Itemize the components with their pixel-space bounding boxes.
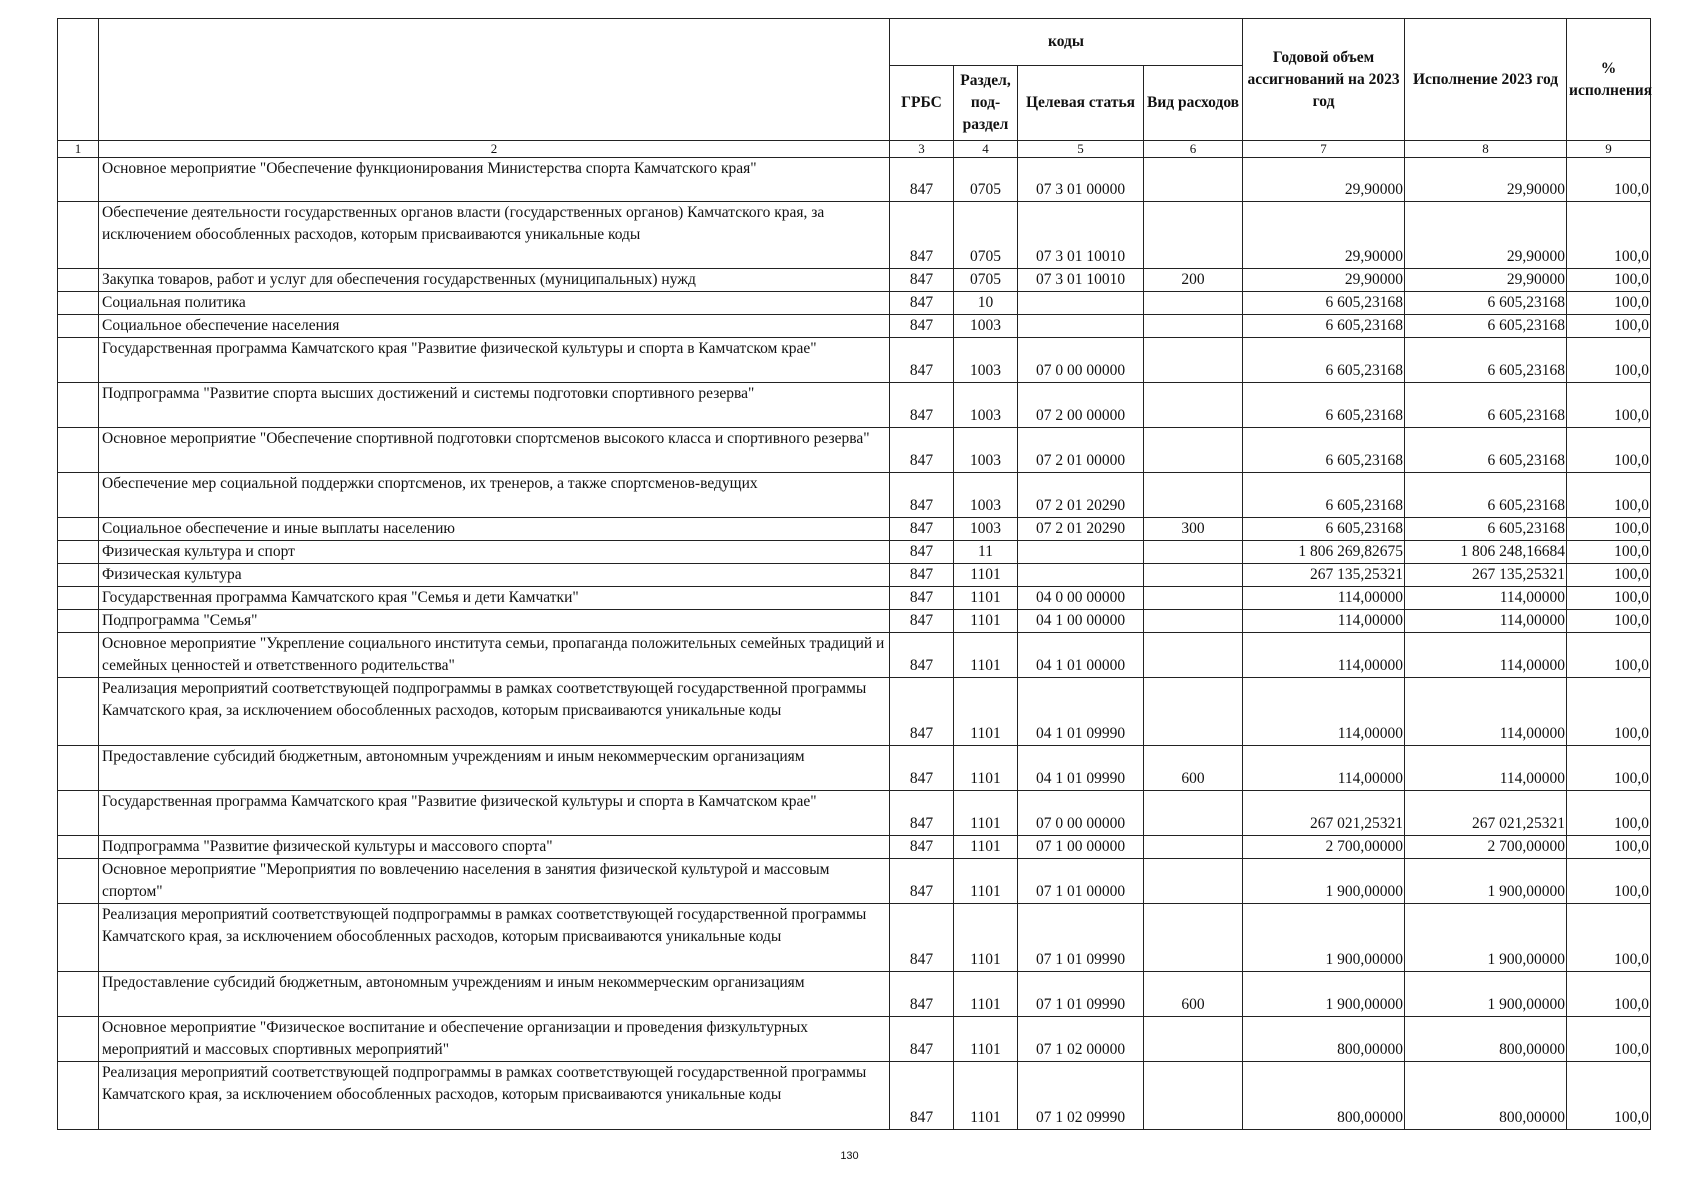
table-row (58, 518, 1651, 541)
row-section: 0705 (954, 202, 1018, 269)
row-percent: 100,0 (1567, 428, 1651, 473)
row-index-cell (58, 315, 99, 338)
row-percent: 100,0 (1567, 610, 1651, 633)
row-annual: 800,00000 (1243, 1062, 1405, 1130)
row-index-cell (58, 587, 99, 610)
row-target (1018, 564, 1144, 587)
row-annual: 6 605,23168 (1243, 473, 1405, 518)
table-row (58, 315, 1651, 338)
table-row (58, 158, 1651, 202)
row-target: 07 1 02 00000 (1018, 1017, 1144, 1062)
row-index-cell (58, 383, 99, 428)
row-kind (1144, 610, 1243, 633)
row-target: 07 2 00 00000 (1018, 383, 1144, 428)
row-name: Социальная политика (99, 292, 890, 315)
row-name: Физическая культура и спорт (99, 541, 890, 564)
row-name: Социальное обеспечение и иные выплаты населению (99, 518, 890, 541)
row-index-cell (58, 564, 99, 587)
row-name: Основное мероприятие "Физическое воспитание и обеспечение организации и проведения физкультурных мероприятий и массовых спортивных мероприятий" (99, 1017, 890, 1062)
row-execution: 29,90000 (1405, 202, 1567, 269)
row-grbs: 847 (890, 383, 954, 428)
table-row (58, 859, 1651, 904)
row-section: 0705 (954, 158, 1018, 202)
row-annual: 267 135,25321 (1243, 564, 1405, 587)
row-index-cell (58, 269, 99, 292)
row-target: 07 1 01 09990 (1018, 972, 1144, 1017)
row-section: 1003 (954, 338, 1018, 383)
row-percent: 100,0 (1567, 791, 1651, 836)
row-execution: 6 605,23168 (1405, 315, 1567, 338)
row-grbs: 847 (890, 564, 954, 587)
row-grbs: 847 (890, 972, 954, 1017)
header-execution: Исполнение 2023 год (1405, 19, 1567, 141)
row-index-cell (58, 746, 99, 791)
row-percent: 100,0 (1567, 202, 1651, 269)
col-num-7: 7 (1243, 141, 1405, 158)
budget-table (57, 18, 1651, 1130)
row-annual: 1 900,00000 (1243, 904, 1405, 972)
row-annual: 6 605,23168 (1243, 383, 1405, 428)
row-annual: 800,00000 (1243, 1017, 1405, 1062)
row-percent: 100,0 (1567, 158, 1651, 202)
row-kind (1144, 587, 1243, 610)
row-index-cell (58, 836, 99, 859)
row-name: Социальное обеспечение населения (99, 315, 890, 338)
header-blank-1 (58, 19, 99, 141)
row-index-cell (58, 633, 99, 678)
row-section: 0705 (954, 269, 1018, 292)
row-section: 1101 (954, 587, 1018, 610)
row-kind (1144, 836, 1243, 859)
row-annual: 6 605,23168 (1243, 338, 1405, 383)
row-target: 07 2 01 20290 (1018, 518, 1144, 541)
row-annual: 267 021,25321 (1243, 791, 1405, 836)
row-grbs: 847 (890, 633, 954, 678)
row-grbs: 847 (890, 158, 954, 202)
row-kind (1144, 292, 1243, 315)
row-annual: 1 900,00000 (1243, 972, 1405, 1017)
row-execution: 1 900,00000 (1405, 859, 1567, 904)
row-annual: 114,00000 (1243, 678, 1405, 746)
row-execution: 6 605,23168 (1405, 338, 1567, 383)
row-percent: 100,0 (1567, 269, 1651, 292)
row-kind (1144, 338, 1243, 383)
row-percent: 100,0 (1567, 836, 1651, 859)
row-section: 1101 (954, 904, 1018, 972)
col-num-2: 2 (99, 141, 890, 158)
row-execution: 6 605,23168 (1405, 473, 1567, 518)
row-target: 07 3 01 10010 (1018, 202, 1144, 269)
row-index-cell (58, 158, 99, 202)
table-row (58, 202, 1651, 269)
header-annual: Годовой объем ассигнований на 2023 год (1243, 19, 1405, 141)
row-execution: 114,00000 (1405, 633, 1567, 678)
row-kind (1144, 678, 1243, 746)
header-section: Раздел, под-раздел (954, 66, 1018, 141)
row-section: 10 (954, 292, 1018, 315)
row-target: 04 1 01 09990 (1018, 746, 1144, 791)
col-num-4: 4 (954, 141, 1018, 158)
row-index-cell (58, 428, 99, 473)
row-target: 07 3 01 10010 (1018, 269, 1144, 292)
row-percent: 100,0 (1567, 972, 1651, 1017)
row-percent: 100,0 (1567, 564, 1651, 587)
row-name: Физическая культура (99, 564, 890, 587)
row-kind (1144, 633, 1243, 678)
row-percent: 100,0 (1567, 633, 1651, 678)
row-section: 1101 (954, 746, 1018, 791)
row-execution: 1 900,00000 (1405, 972, 1567, 1017)
row-name: Государственная программа Камчатского края "Семья и дети Камчатки" (99, 587, 890, 610)
table-row (58, 269, 1651, 292)
row-kind: 600 (1144, 746, 1243, 791)
row-execution: 29,90000 (1405, 269, 1567, 292)
table-row (58, 904, 1651, 972)
row-grbs: 847 (890, 1017, 954, 1062)
table-row (58, 1062, 1651, 1130)
row-kind (1144, 859, 1243, 904)
row-execution: 6 605,23168 (1405, 383, 1567, 428)
row-target: 07 1 01 09990 (1018, 904, 1144, 972)
table-row (58, 383, 1651, 428)
row-kind (1144, 904, 1243, 972)
row-percent: 100,0 (1567, 518, 1651, 541)
row-section: 1101 (954, 1017, 1018, 1062)
table-row (58, 678, 1651, 746)
table-body (58, 158, 1651, 1130)
row-section: 1101 (954, 564, 1018, 587)
row-grbs: 847 (890, 587, 954, 610)
row-percent: 100,0 (1567, 678, 1651, 746)
row-annual: 1 806 269,82675 (1243, 541, 1405, 564)
row-target: 07 0 00 00000 (1018, 791, 1144, 836)
row-annual: 114,00000 (1243, 746, 1405, 791)
row-index-cell (58, 972, 99, 1017)
table-row (58, 972, 1651, 1017)
row-index-cell (58, 202, 99, 269)
row-percent: 100,0 (1567, 292, 1651, 315)
row-section: 1101 (954, 678, 1018, 746)
col-num-3: 3 (890, 141, 954, 158)
header-kind: Вид расходов (1144, 66, 1243, 141)
row-percent: 100,0 (1567, 383, 1651, 428)
row-kind (1144, 791, 1243, 836)
row-grbs: 847 (890, 610, 954, 633)
row-annual: 114,00000 (1243, 633, 1405, 678)
row-name: Подпрограмма "Семья" (99, 610, 890, 633)
row-execution: 114,00000 (1405, 746, 1567, 791)
row-execution: 800,00000 (1405, 1017, 1567, 1062)
row-name: Закупка товаров, работ и услуг для обеспечения государственных (муниципальных) нужд (99, 269, 890, 292)
table-row (58, 564, 1651, 587)
row-index-cell (58, 338, 99, 383)
row-section: 1003 (954, 518, 1018, 541)
row-percent: 100,0 (1567, 541, 1651, 564)
row-section: 1101 (954, 633, 1018, 678)
row-kind (1144, 473, 1243, 518)
table-row (58, 428, 1651, 473)
row-index-cell (58, 904, 99, 972)
row-name: Государственная программа Камчатского края "Развитие физической культуры и спорта в Камчатском крае" (99, 338, 890, 383)
row-grbs: 847 (890, 791, 954, 836)
row-section: 1101 (954, 836, 1018, 859)
table-row (58, 338, 1651, 383)
row-name: Предоставление субсидий бюджетным, автономным учреждениям и иным некоммерческим организациям (99, 972, 890, 1017)
table-row (58, 791, 1651, 836)
row-execution: 267 021,25321 (1405, 791, 1567, 836)
row-name: Государственная программа Камчатского края "Развитие физической культуры и спорта в Камчатском крае" (99, 791, 890, 836)
row-section: 1003 (954, 315, 1018, 338)
row-index-cell (58, 678, 99, 746)
row-index-cell (58, 1017, 99, 1062)
header-target: Целевая статья (1018, 66, 1144, 141)
row-execution: 800,00000 (1405, 1062, 1567, 1130)
row-grbs: 847 (890, 859, 954, 904)
row-section: 1101 (954, 610, 1018, 633)
row-name: Основное мероприятие "Мероприятия по вовлечению населения в занятия физической культурой и массовым спортом" (99, 859, 890, 904)
row-name: Основное мероприятие "Укрепление социального института семьи, пропаганда положительных семейных традиций и семейных ценностей и ответственного родительства" (99, 633, 890, 678)
row-execution: 6 605,23168 (1405, 428, 1567, 473)
row-kind (1144, 202, 1243, 269)
row-kind (1144, 564, 1243, 587)
row-index-cell (58, 541, 99, 564)
table-row (58, 746, 1651, 791)
row-grbs: 847 (890, 269, 954, 292)
table-row (58, 541, 1651, 564)
row-section: 1101 (954, 972, 1018, 1017)
header-codes: коды (890, 19, 1243, 66)
row-name: Подпрограмма "Развитие физической культуры и массового спорта" (99, 836, 890, 859)
col-num-8: 8 (1405, 141, 1567, 158)
header-grbs: ГРБС (890, 66, 954, 141)
row-execution: 6 605,23168 (1405, 518, 1567, 541)
table-row (58, 473, 1651, 518)
row-index-cell (58, 518, 99, 541)
table-row (58, 836, 1651, 859)
row-annual: 6 605,23168 (1243, 292, 1405, 315)
row-target (1018, 541, 1144, 564)
row-percent: 100,0 (1567, 473, 1651, 518)
row-percent: 100,0 (1567, 338, 1651, 383)
row-execution: 1 806 248,16684 (1405, 541, 1567, 564)
row-section: 1101 (954, 791, 1018, 836)
row-target: 04 1 01 09990 (1018, 678, 1144, 746)
row-grbs: 847 (890, 836, 954, 859)
row-annual: 29,90000 (1243, 158, 1405, 202)
row-target: 04 0 00 00000 (1018, 587, 1144, 610)
row-target: 07 2 01 20290 (1018, 473, 1144, 518)
table-row (58, 1017, 1651, 1062)
col-num-1: 1 (58, 141, 99, 158)
row-percent: 100,0 (1567, 315, 1651, 338)
row-index-cell (58, 610, 99, 633)
header-percent: % исполнения (1567, 19, 1651, 141)
row-name: Предоставление субсидий бюджетным, автономным учреждениям и иным некоммерческим организациям (99, 746, 890, 791)
col-num-9: 9 (1567, 141, 1651, 158)
row-grbs: 847 (890, 541, 954, 564)
row-index-cell (58, 859, 99, 904)
row-percent: 100,0 (1567, 1017, 1651, 1062)
row-section: 1101 (954, 1062, 1018, 1130)
header-blank-2 (99, 19, 890, 141)
row-name: Подпрограмма "Развитие спорта высших достижений и системы подготовки спортивного резерва" (99, 383, 890, 428)
row-kind (1144, 428, 1243, 473)
table-row (58, 587, 1651, 610)
row-percent: 100,0 (1567, 859, 1651, 904)
row-kind (1144, 315, 1243, 338)
col-num-6: 6 (1144, 141, 1243, 158)
row-target (1018, 292, 1144, 315)
row-index-cell (58, 473, 99, 518)
row-annual: 1 900,00000 (1243, 859, 1405, 904)
row-kind: 600 (1144, 972, 1243, 1017)
row-kind (1144, 383, 1243, 428)
row-name: Обеспечение мер социальной поддержки спортсменов, их тренеров, а также спортсменов-ведущих (99, 473, 890, 518)
row-section: 1101 (954, 859, 1018, 904)
table-row (58, 633, 1651, 678)
row-grbs: 847 (890, 904, 954, 972)
row-execution: 114,00000 (1405, 678, 1567, 746)
row-kind: 200 (1144, 269, 1243, 292)
row-annual: 114,00000 (1243, 587, 1405, 610)
row-section: 11 (954, 541, 1018, 564)
row-kind (1144, 1017, 1243, 1062)
row-name: Основное мероприятие "Обеспечение функционирования Министерства спорта Камчатского края" (99, 158, 890, 202)
row-execution: 2 700,00000 (1405, 836, 1567, 859)
row-name: Реализация мероприятий соответствующей подпрограммы в рамках соответствующей государственной программы Камчатского края, за исключением обособленных расходов, которым присваиваются уникальные коды (99, 678, 890, 746)
row-target: 07 1 00 00000 (1018, 836, 1144, 859)
row-name: Реализация мероприятий соответствующей подпрограммы в рамках соответствующей государственной программы Камчатского края, за исключением обособленных расходов, которым присваиваются уникальные коды (99, 904, 890, 972)
row-target: 07 3 01 00000 (1018, 158, 1144, 202)
row-target: 04 1 01 00000 (1018, 633, 1144, 678)
row-percent: 100,0 (1567, 746, 1651, 791)
row-annual: 2 700,00000 (1243, 836, 1405, 859)
row-name: Реализация мероприятий соответствующей подпрограммы в рамках соответствующей государственной программы Камчатского края, за исключением обособленных расходов, которым присваиваются уникальные коды (99, 1062, 890, 1130)
row-target: 07 0 00 00000 (1018, 338, 1144, 383)
row-index-cell (58, 1062, 99, 1130)
row-percent: 100,0 (1567, 1062, 1651, 1130)
row-annual: 29,90000 (1243, 202, 1405, 269)
row-execution: 267 135,25321 (1405, 564, 1567, 587)
row-target: 07 1 01 00000 (1018, 859, 1144, 904)
row-annual: 114,00000 (1243, 610, 1405, 633)
row-execution: 6 605,23168 (1405, 292, 1567, 315)
row-grbs: 847 (890, 678, 954, 746)
row-target (1018, 315, 1144, 338)
row-grbs: 847 (890, 315, 954, 338)
row-index-cell (58, 292, 99, 315)
row-grbs: 847 (890, 292, 954, 315)
row-target: 04 1 00 00000 (1018, 610, 1144, 633)
row-grbs: 847 (890, 746, 954, 791)
row-grbs: 847 (890, 338, 954, 383)
row-section: 1003 (954, 428, 1018, 473)
row-grbs: 847 (890, 518, 954, 541)
row-section: 1003 (954, 383, 1018, 428)
row-kind (1144, 158, 1243, 202)
row-annual: 29,90000 (1243, 269, 1405, 292)
page-number: 130 (840, 1150, 859, 1162)
row-kind (1144, 1062, 1243, 1130)
row-annual: 6 605,23168 (1243, 428, 1405, 473)
row-section: 1003 (954, 473, 1018, 518)
row-index-cell (58, 791, 99, 836)
row-execution: 1 900,00000 (1405, 904, 1567, 972)
row-annual: 6 605,23168 (1243, 518, 1405, 541)
row-kind (1144, 541, 1243, 564)
row-percent: 100,0 (1567, 587, 1651, 610)
row-grbs: 847 (890, 1062, 954, 1130)
row-execution: 114,00000 (1405, 587, 1567, 610)
table-row (58, 610, 1651, 633)
row-kind: 300 (1144, 518, 1243, 541)
row-execution: 114,00000 (1405, 610, 1567, 633)
row-target: 07 2 01 00000 (1018, 428, 1144, 473)
row-target: 07 1 02 09990 (1018, 1062, 1144, 1130)
row-grbs: 847 (890, 202, 954, 269)
col-num-5: 5 (1018, 141, 1144, 158)
row-annual: 6 605,23168 (1243, 315, 1405, 338)
row-grbs: 847 (890, 428, 954, 473)
row-name: Обеспечение деятельности государственных органов власти (государственных органов) Камчатского края, за исключением обособленных расходов, которым присваиваются уникальные коды (99, 202, 890, 269)
row-percent: 100,0 (1567, 904, 1651, 972)
row-grbs: 847 (890, 473, 954, 518)
row-name: Основное мероприятие "Обеспечение спортивной подготовки спортсменов высокого класса и спортивного резерва" (99, 428, 890, 473)
row-execution: 29,90000 (1405, 158, 1567, 202)
table-row (58, 292, 1651, 315)
